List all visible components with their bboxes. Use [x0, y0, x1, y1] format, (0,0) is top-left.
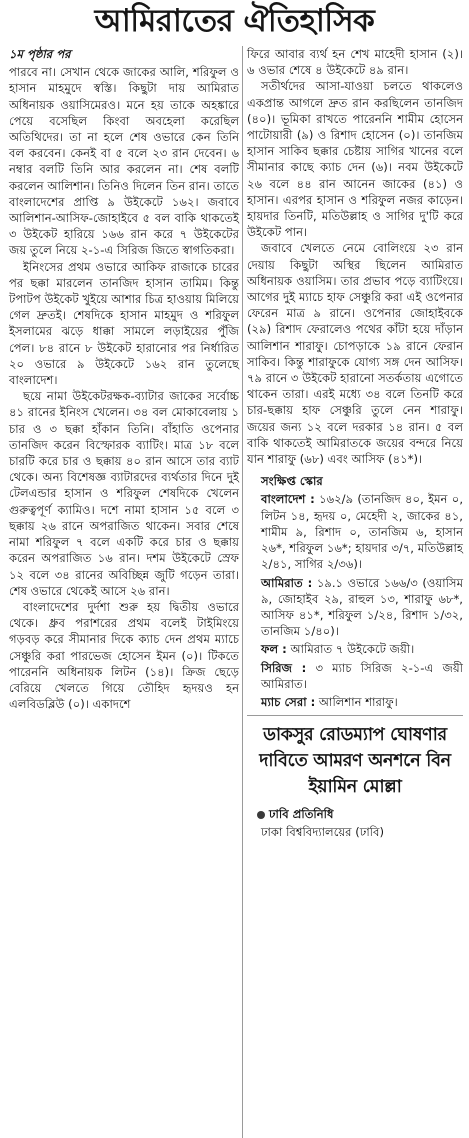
bullet-icon	[257, 811, 265, 819]
scorecard-series-label: সিরিজ :	[261, 660, 307, 675]
continuation-dateline: ১ম পৃষ্ঠার পর	[9, 47, 71, 61]
column-divider	[242, 46, 243, 1138]
scorecard-result	[261, 641, 463, 657]
article-paragraph: সতীর্থদের আসা-যাওয়া চলতে থাকলেও একপ্রান্ত আগলে দ্রুত রান করছিলেন তানজিদ (৪০)। ভূমিকা রাখতে পারেননি শামীম হোসেন পাটোয়ারী (৯) ও রিশাদ হোসেন (০)। তানজিম হাসান সাকিব ছক্কার চেষ্টায় সাগির খানের বলে সীমানার কাছে ক্যাচ দেন (৬)। নবম উইকেটে ২৬ বলে ৪৪ রান আনেন জাকের (৪১) ও হাসান। এরপর হাসান ও শরিফুল নজর কাড়েন। হায়দার তিনটি, মতিউল্লাহ ও সাগির দু'টি করে উইকেট পান।	[247, 79, 463, 240]
second-story-byline	[257, 806, 463, 822]
scorecard-series	[261, 660, 463, 692]
byline-text: ঢাবি প্রতিনিধি	[269, 807, 334, 822]
scorecard-uae	[261, 575, 463, 640]
article-paragraph: জবাবে খেলতে নেমে বোলিংয়ে ২৩ রান দেয়ায় কিছুটা অস্থির ছিলেন আমিরাত অধিনায়ক ওয়াসিম। তার প্রভাব পড়ে ব্যাটিংয়ে। আগের দুই ম্যাচে হাফ সেঞ্চুরি করা এই ওপেনার ফেরেন মাত্র ৯ রানে। ওপেনার জোহাইবকে (২৯) রিশাদ ফেরালেও পথের কাঁটা হয়ে দাঁড়ান আলিশান শারাফু। চোপড়াকে ১৯ রানে ফেরান সাকিব। কিন্তু শারাফুকে যোগ্য সঙ্গ দেন আসিফ। ৭৯ রানে ৩ উইকেট হারানো সতর্কতায় এগোতে থাকেন তারা। এরই মধ্যে ৩৪ বলে তিনটি করে চার-ছক্কায় হাফ সেঞ্চুরি তুলে নেন শারাফু। জয়ের জন্য ১২ বলে দরকার ১৪ রান। ৫ বল বাকি থাকতেই আমিরাতকে জয়ের বন্দরে নিয়ে যান শারাফু (৬৮) এবং আসিফ (৪১*)।	[247, 241, 463, 467]
scorecard-bangladesh	[261, 491, 463, 572]
right-column	[247, 46, 463, 841]
scorecard-uae-label: আমিরাত :	[261, 575, 313, 590]
second-story-first-line: ঢাকা বিশ্ববিদ্যালয়ের (ঢাবি)	[261, 825, 384, 840]
scorecard-bangladesh-text: ১৬২/৯ (তানজিদ ৪০, ইমন ০, লিটন ১৪, হৃদয় ০, মেহেদী ২, জাকের ৪১, শামীম ৯, রিশাদ ০, তানজিম ৬, হাসান ২৬*, শরিফুল ১৬*; হায়দার ৩/৭, মতিউল্লাহ ২/৪১, সাগির ২/৩৬)।	[261, 492, 464, 572]
second-story-headline: ডাকসুর রোডম্যাপ ঘোষণার দাবিতে আমরণ অনশনে বিন ইয়ামিন মোল্লা	[259, 725, 451, 798]
scorecard-bangladesh-label: বাংলাদেশ :	[261, 492, 315, 507]
article-paragraph: ছয়ে নামা উইকেটরক্ষক-ব্যাটার জাকের সর্বোচ্চ ৪১ রানের ইনিংস খেলেন। ৩৪ বল মোকাবেলায় ১ চার ও ৩ ছক্কা হাঁকান তিনি। বাঁহাতি ওপেনার তানজিদ করেন বিস্ফোরক ব্যাটিং। মাত্র ১৮ বলে চারটি করে চার ও ছক্কায় ৪০ রান আসে তার ব্যাট থেকে। অন্য বিশেষজ্ঞ ব্যাটারদের ব্যর্থতার দিনে দুই টেলএন্ডার হাসান ও শরিফুল শেষদিকে খেলেন গুরুত্বপূর্ণ ক্যামিও। দশে নামা হাসান ১৫ বলে ৩ ছক্কায় ২৬ রানে অপরাজিত থাকেন। সবার শেষে নামা শরিফুল ৭ বলে একটি করে চার ও ছক্কায় করেন অপরাজিত ১৬ রান। দশম উইকেটে স্রেফ ১২ বলে ৩৪ রানের অবিচ্ছিন্ন জুটি গড়েন তারা। শেষ ওভারে থেকেই আসে ২৬ রান।	[9, 389, 239, 598]
article-paragraph: ইনিংসের প্রথম ওভারে আকিফ রাজাকে চারের পর ছক্কা মারলেন তানজিদ হাসান তামিম। কিন্তু টপাটপ উইকেট খুইয়ে আশার চিত্র হাওয়ায় মিলিয়ে গেল দ্রুতই। শেষদিকে হাসান মাহমুদ ও শরিফুল ইসলামের ঝড়ে ধাক্কা সামলে লড়াইয়ের পুঁজি পেল। ৮৪ রানে ৮ উইকেট হারানোর পর নির্ধারিত ২০ ওভারে ৯ উইকেটে ১৬২ রান তুলেছে বাংলাদেশ।	[9, 259, 239, 388]
scorecard-result-text: আমিরাত ৭ উইকেটে জয়ী।	[290, 642, 415, 657]
scorecard-uae-text: ১৯.১ ওভারে ১৬৬/৩ (ওয়াসিম ৯, জোহাইব ২৯, রাহুল ১৩, শারাফু ৬৮*, আসিফ ৪১*, শরিফুল ১/২৪, রিশাদ ১/৩২, তানজিম ১/৪০)।	[261, 575, 464, 639]
scorecard-result-label: ফল :	[261, 642, 287, 657]
scorecard-mom-text: আলিশান শারাফু।	[318, 694, 398, 709]
page-headline: আমিরাতের ঐতিহাসিক	[94, 3, 375, 39]
article-paragraph: ফিরে আবার ব্যর্থ হন শেখ মাহেদী হাসান (২)। ৬ ওভার শেষে ৪ উইকেটে ৪৯ রান।	[247, 47, 463, 78]
section-divider	[247, 715, 463, 716]
scorecard-mom-label: ম্যাচ সেরা :	[261, 694, 316, 709]
scorecard-mom	[261, 694, 463, 710]
scorecard-title: সংক্ষিপ্ত স্কোর	[261, 474, 323, 489]
scorecard	[261, 491, 463, 710]
scorecard-series-text: ৩ ম্যাচ সিরিজ ২-১-এ জয়ী আমিরাত।	[261, 660, 463, 691]
article-paragraph: পারবে না। সেখান থেকে জাকের আলি, শরিফুল ও হাসান মাহমুদে স্বস্তি। কিছুটা দায় আমিরাত অধিনায়ক ওয়াসিমেরও। মনে হয় তাকে অহঙ্কারে পেয়ে বসেছিল কিংবা অবহেলা করেছিল অতিথিদের। তা না হলে শেষ ওভারে কেন তিনি বল করবেন। কেনই বা ৫ বলে ২৩ রান দেবেন। ৬ নম্বার বলটি তিনি আর করলেন না। শেষ বলটি করলেন আলিশান। তিনিও দিলেন তিন রান। তাতে বাংলাদেশের প্রাপ্তি ৯ উইকেটে ১৬২। জবাবে আলিশান-আসিফ-জোহাইবে ৫ বল বাকি থাকতেই ৩ উইকেট হারিয়ে ১৬৬ রান করে ৭ উইকেটের জয় তুলে নিয়ে ২-১-এ সিরিজ জিতে স্বাগতিকরা।	[9, 65, 239, 258]
article-paragraph: বাংলাদেশের দুর্দশা শুরু হয় দ্বিতীয় ওভারে থেকে। ধ্রুব পরাশরের প্রথম বলেই টাইমিংয়ে গড়বড় করে সীমানার দিকে ক্যাচ দেন প্রথম ম্যাচে সেঞ্চুরি করা পারভেজ হোসেন ইমন (০)। টিকতে পারেননি অধিনায়ক লিটন (১৪)। ক্রিজ ছেড়ে বেরিয়ে খেলতে গিয়ে তৌহিদ হৃদয়ও হন এলবিডব্লিউ (০)। একাদশে	[9, 599, 239, 712]
left-column	[9, 46, 239, 712]
